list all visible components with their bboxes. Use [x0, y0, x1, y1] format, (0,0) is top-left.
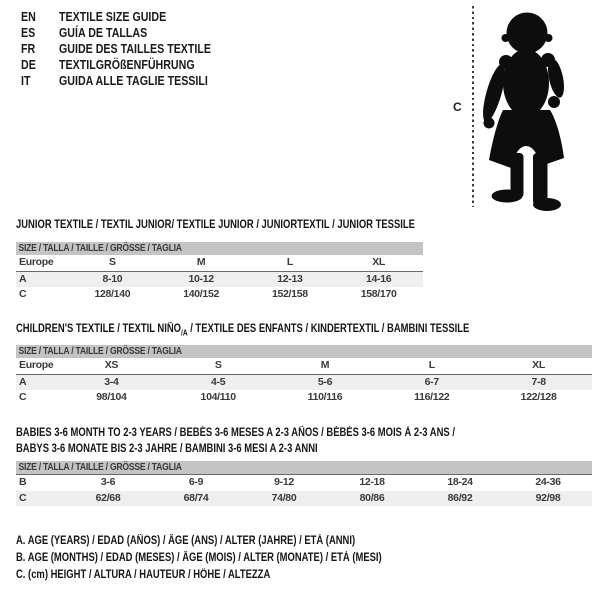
language-row-es: [21, 25, 244, 41]
table-cell: 104/110: [200, 391, 236, 403]
table-cell: 4-5: [165, 374, 272, 390]
table-row: [16, 345, 592, 358]
row-label: C: [19, 288, 27, 300]
table-cell: 14-16: [334, 271, 423, 287]
table-row: [16, 255, 423, 271]
footnote-b-text: B. AGE (MONTHS) / EDAD (MESES) / ÂGE (MOIS) / ALTER (MONATE) / ETÀ (MESI): [16, 552, 382, 564]
column-header: S: [165, 358, 272, 374]
babies-heading-text1: BABIES 3-6 MONTH TO 2-3 YEARS / BEBÉS 3-6 MESES A 2-3 AÑOS / BÉBÉS 3-6 MOIS À 2-3 ANS /: [16, 427, 455, 439]
children-heading: [16, 321, 569, 341]
babies-heading-text2: BABYS 3-6 MONATE BIS 2-3 JAHRE / BAMBINI 3-6 MESI A 2-3 ANNI: [16, 443, 318, 455]
column-header: S: [68, 255, 157, 271]
babies-heading-line1: [16, 425, 551, 441]
junior-size-table: [16, 242, 423, 303]
table-row: [16, 461, 592, 475]
babies-heading-line2: [16, 441, 384, 457]
size-header-text: SIZE / TALLA / TAILLE / GRÖSSE / TAGLIA: [18, 242, 182, 254]
table-cell: 7-8: [485, 374, 592, 390]
table-cell: 122/128: [520, 391, 557, 403]
size-header-text: SIZE / TALLA / TAILLE / GRÖSSE / TAGLIA: [18, 461, 182, 473]
language-list: [21, 9, 244, 89]
footnote-a-text: A. AGE (YEARS) / EDAD (AÑOS) / ÂGE (ANS) / ALTER (JAHRE) / ETÀ (ANNI): [16, 535, 356, 547]
table-cell: 6-9: [188, 476, 204, 488]
language-row-fr: [21, 41, 244, 57]
baby-silhouette-icon: [470, 5, 580, 215]
table-cell: 140/152: [183, 288, 220, 300]
children-heading-sub: /A: [181, 328, 188, 338]
language-title: GUIDA ALLE TAGLIE TESSILI: [59, 73, 208, 88]
junior-heading-text: JUNIOR TEXTILE / TEXTIL JUNIOR/ TEXTILE JUNIOR / JUNIORTEXTIL / JUNIOR TESSILE: [16, 219, 415, 231]
table-cell: 3-6: [100, 476, 116, 488]
language-title: TEXTILGRÖßENFÜHRUNG: [59, 57, 195, 72]
table-cell: 98/104: [96, 391, 127, 403]
column-header: XS: [58, 358, 165, 374]
table-row: [16, 358, 592, 374]
language-title: GUÍA DE TALLAS: [59, 25, 148, 40]
table-row: [16, 491, 592, 507]
table-cell: 8-10: [68, 271, 157, 287]
children-size-table: [16, 345, 592, 406]
table-cell: 3-4: [58, 374, 165, 390]
table-cell: 10-12: [157, 271, 246, 287]
footnote-a: [16, 533, 462, 550]
footnote-c-text: C. (cm) HEIGHT / ALTURA / HAUTEUR / HÖHE / ALTEZZA: [16, 569, 271, 581]
language-title: TEXTILE SIZE GUIDE: [59, 9, 167, 24]
table-cell: 24-36: [535, 476, 561, 488]
table-cell: 9-12: [274, 476, 294, 488]
table-cell: 110/116: [307, 391, 343, 403]
table-row: [16, 374, 592, 390]
table-cell: 158/170: [360, 288, 397, 300]
footnotes: [16, 533, 462, 584]
column-header: L: [378, 358, 485, 374]
table-cell: 86/92: [416, 491, 504, 507]
column-header: M: [272, 358, 379, 374]
table-cell: 74/80: [240, 491, 328, 507]
column-header: XL: [334, 255, 423, 271]
language-code: EN: [21, 9, 36, 24]
language-code: DE: [21, 57, 36, 72]
language-row-it: [21, 73, 244, 89]
table-row: [16, 287, 423, 303]
row-label: A: [16, 271, 68, 287]
row-label: B: [19, 476, 27, 488]
table-row: [16, 271, 423, 287]
table-cell: 5-6: [272, 374, 379, 390]
table-row: [16, 242, 423, 255]
row-label: C: [19, 391, 27, 403]
table-cell: 68/74: [152, 491, 240, 507]
table-cell: 80/86: [328, 491, 416, 507]
table-cell: 92/98: [504, 491, 592, 507]
size-header-bar: [16, 242, 423, 255]
row-label: A: [16, 374, 58, 390]
table-cell: 12-13: [246, 271, 335, 287]
column-header: XL: [485, 358, 592, 374]
column-header-label: Europe: [16, 358, 58, 374]
table-cell: 6-7: [378, 374, 485, 390]
table-cell: 116/122: [414, 391, 450, 403]
language-row-en: [21, 9, 244, 25]
row-label: C: [16, 491, 64, 507]
children-heading-text: CHILDREN'S TEXTILE / TEXTIL $NIÑO_{/A}$ / TEXTILE DES ENFANTS / KINDERTEXTIL / BAMBINI TESSILE: [16, 323, 470, 338]
table-row: [16, 390, 592, 406]
language-code: ES: [21, 25, 36, 40]
table-cell: 152/158: [271, 288, 308, 300]
junior-heading: [16, 217, 502, 233]
size-header-text: SIZE / TALLA / TAILLE / GRÖSSE / TAGLIA: [18, 345, 182, 357]
table-row: [16, 475, 592, 491]
footnote-c: [16, 567, 462, 584]
table-cell: 12-18: [359, 476, 385, 488]
column-header: L: [246, 255, 335, 271]
language-row-de: [21, 57, 244, 73]
column-header: M: [157, 255, 246, 271]
size-header-bar: [16, 345, 592, 358]
table-cell: 128/140: [94, 288, 131, 300]
height-measure-label: C: [453, 100, 462, 114]
footnote-b: [16, 550, 462, 567]
babies-size-table: [16, 461, 592, 506]
language-title: GUIDE DES TAILLES TEXTILE: [59, 41, 212, 56]
size-header-bar: [16, 461, 592, 475]
table-cell: 18-24: [447, 476, 473, 488]
table-cell: 62/68: [64, 491, 152, 507]
language-code: IT: [21, 73, 31, 88]
language-code: FR: [21, 41, 36, 56]
column-header-label: Europe: [16, 255, 68, 271]
